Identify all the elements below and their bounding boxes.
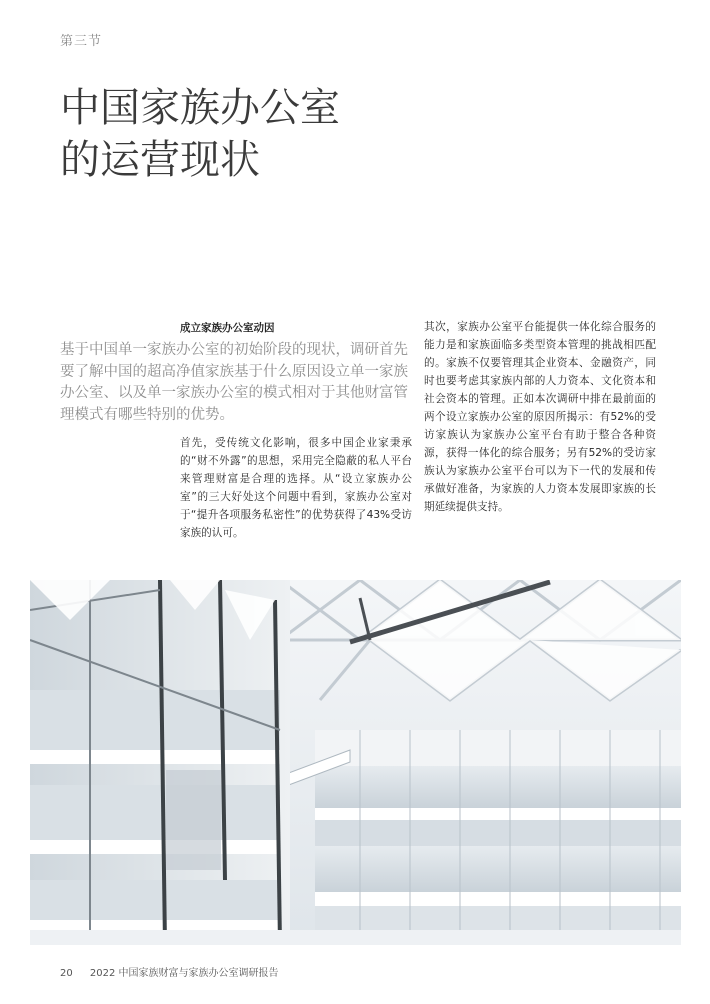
- page-title-line-1: 中国家族办公室: [60, 85, 340, 131]
- page-footer: [60, 964, 279, 979]
- body-paragraph-left: 首先，受传统文化影响，很多中国企业家秉承的“财不外露”的思想，采用完全隐蔽的私人平台来管理财富是合理的选择。从“设立家族办公室”的三大好处这个问题中看到，家族办公室对于“提升各项服务私密性”的优势获得了43%受访家族的认可。: [180, 437, 412, 539]
- subsection-heading: 成立家族办公室动因: [180, 322, 275, 334]
- section-label: 第三节: [60, 34, 103, 49]
- page-title-line-2: 的运营现状: [60, 137, 260, 183]
- lead-paragraph: 基于中国单一家族办公室的初始阶段的现状，调研首先要了解中国的超高净值家族基于什么原因设立单一家族办公室、以及单一家族办公室的模式相对于其他财富管理模式有哪些特别的优势。: [60, 342, 408, 423]
- page-number: 20: [60, 968, 73, 979]
- report-title: 2022 中国家族财富与家族办公室调研报告: [89, 968, 279, 979]
- page-title: [60, 82, 340, 186]
- atrium-photo: [30, 580, 681, 945]
- body-paragraph-right: 其次，家族办公室平台能提供一体化综合服务的能力是和家族面临多类型资本管理的挑战相匹配的。家族不仅要管理其企业资本、金融资产，同时也要考虑其家族内部的人力资本、文化资本和社会资本的管理。正如本次调研中排在最前面的两个设立家族办公室的原因所揭示：有52%的受访家族认为家族办公室平台有助于整合各种资源，获得一体化的综合服务；另有52%的受访家族认为家族办公室平台可以为下一代的发展和传承做好准备，为家族的人力资本发展即家族的长期延续提供支持。: [424, 321, 656, 513]
